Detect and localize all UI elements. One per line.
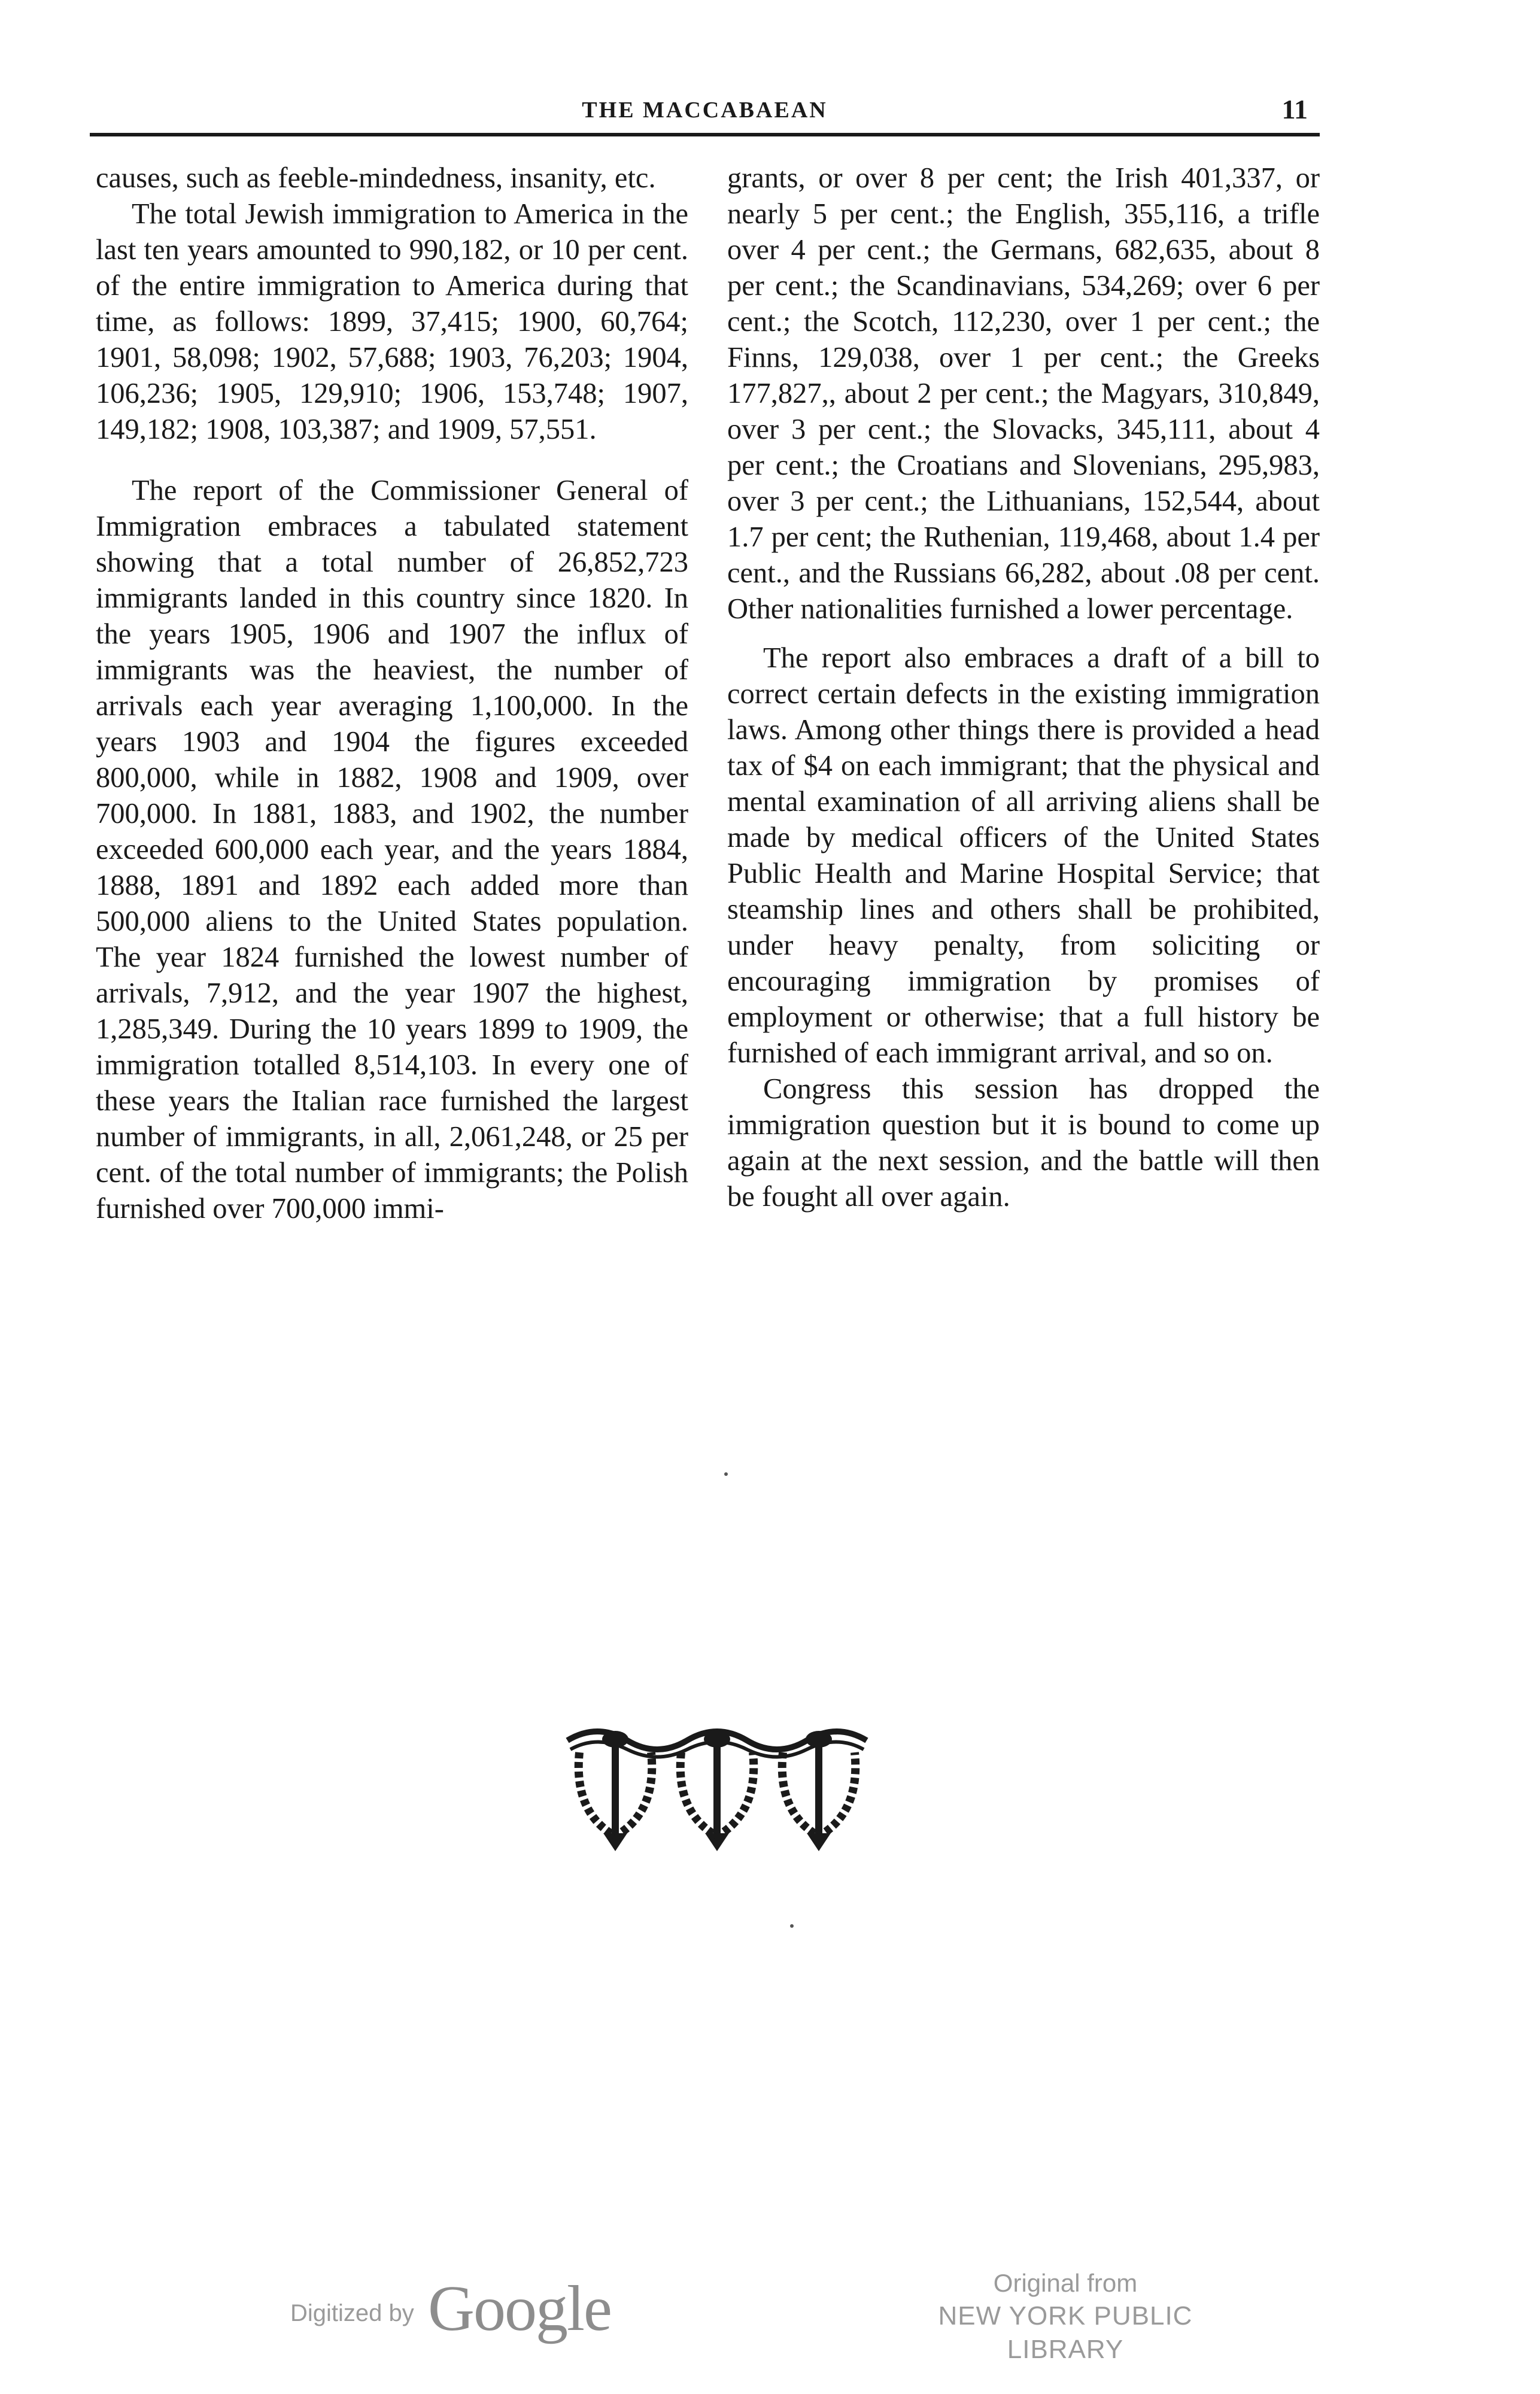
- library-name: NEW YORK PUBLIC LIBRARY: [938, 2301, 1193, 2364]
- original-from-label: Original from: [993, 2269, 1138, 2297]
- paragraph: Congress this session has dropped the immigration question but it is bound to come up again at the next session, and the battle will then be fought all over again.: [727, 1073, 1320, 1213]
- paragraph: The report of the Commissioner General of Immigration embraces a tabulated statement showing that a total number of 26,852,723 immigrants landed in this country since 1820. In the years 1905, 1906 and 1907 the influx of immigrants was the heaviest, the number of arrivals each year averaging 1,100,000. In the years 1903 and 1904 the figures exceeded 800,000, while in 1882, 1908 and 1909, over 700,000. In 1881, 1883, and 1902, the number exceeded 600,000 each year, and the years 1884, 1888, 1891 and 1892 each added more than 500,000 aliens to the United States population. The year 1824 furnished the lowest number of arrivals, 7,912, and the year 1907 the highest, 1,285,349. During the 10 years 1899 to 1909, the immigration totalled 8,514,103. In every one of these years the Italian race furnished the largest number of immigrants, in all, 2,061,248, or 25 per cent. of the total number of immigrants; the Polish furnished over 700,000 immi-: [96, 475, 688, 1225]
- paragraph: grants, or over 8 per cent; the Irish 401,337, or nearly 5 per cent.; the English, 355,116, a trifle over 4 per cent.; the Germans, 682,635, about 8 per cent.; the Scandinavians, 534,269; over 6 per cent.; the Scotch, 112,230, over 1 per cent.; the Finns, 129,038, over 1 per cent.; the Greeks 177,827,, about 2 per cent.; the Magyars, 310,849, over 3 per cent.; the Slovacks, 345,111, about 4 per cent.; the Croatians and Slovenians, 295,983, over 3 per cent.; the Lithuanians, 152,544, about 1.7 per cent; the Ruthenian, 119,468, about 1.4 per cent., and the Russians 66,282, about .08 per cent. Other nationalities furnished a lower percentage.: [727, 162, 1320, 625]
- google-logo: Google: [428, 2273, 611, 2344]
- wreath-ribbon-ornament-icon: [555, 1716, 879, 1854]
- stray-mark: [724, 1472, 728, 1476]
- page-number: 11: [1281, 94, 1308, 124]
- right-column: [727, 160, 1320, 1215]
- source-credit: [886, 2267, 1245, 2366]
- left-column: [96, 160, 688, 1227]
- header-rule: [90, 133, 1320, 136]
- digitized-by-label: Digitized by: [290, 2300, 414, 2326]
- stray-mark: [790, 1924, 794, 1928]
- journal-title: THE MACCABAEAN: [582, 98, 828, 123]
- paragraph: causes, such as feeble-mindedness, insanity, etc.: [96, 162, 656, 194]
- running-header: [90, 90, 1320, 138]
- paragraph: The total Jewish immigration to America in the last ten years amounted to 990,182, or 10 per cent. of the entire immigration to America during that time, as follows: 1899, 37,415; 1900, 60,764; 1901, 58,098; 1902, 57,688; 1903, 76,203; 1904, 106,236; 1905, 129,910; 1906, 153,748; 1907, 149,182; 1908, 103,387; and 1909, 57,551.: [96, 198, 688, 445]
- paragraph: The report also embraces a draft of a bill to correct certain defects in the existing immigration laws. Among other things there is provided a head tax of $4 on each immigrant; that the physical and mental examination of all arriving aliens shall be made by medical officers of the United States Public Health and Marine Hospital Service; that steamship lines and others shall be prohibited, under heavy penalty, from soliciting or encouraging immigration by promises of employment or otherwise; that a full history be furnished of each immigrant arrival, and so on.: [727, 642, 1320, 1069]
